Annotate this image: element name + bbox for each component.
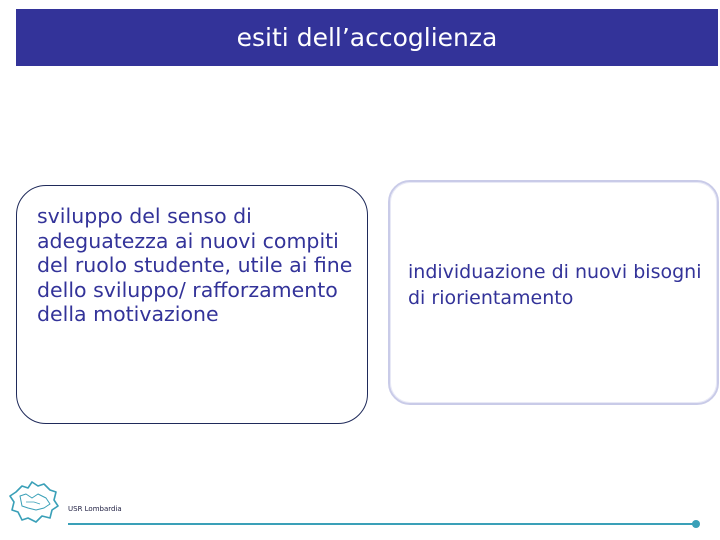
footer-divider [68, 523, 696, 525]
slide-title: esiti dell’accoglienza [236, 23, 498, 52]
outcome-box-left [16, 185, 368, 424]
footer-dot [692, 520, 700, 528]
outcome-box-right [388, 180, 719, 405]
outcome-text-right: individuazione di nuovi bisogni di riorientamento [408, 260, 702, 309]
title-bar [16, 9, 718, 66]
lombardy-region-map-icon [6, 476, 62, 528]
footer-label: USR Lombardia [68, 505, 122, 513]
outcome-text-left: sviluppo del senso di adeguatezza ai nuovi compiti del ruolo studente, utile ai fine dello sviluppo/ rafforzamento della motivazione [37, 204, 353, 326]
